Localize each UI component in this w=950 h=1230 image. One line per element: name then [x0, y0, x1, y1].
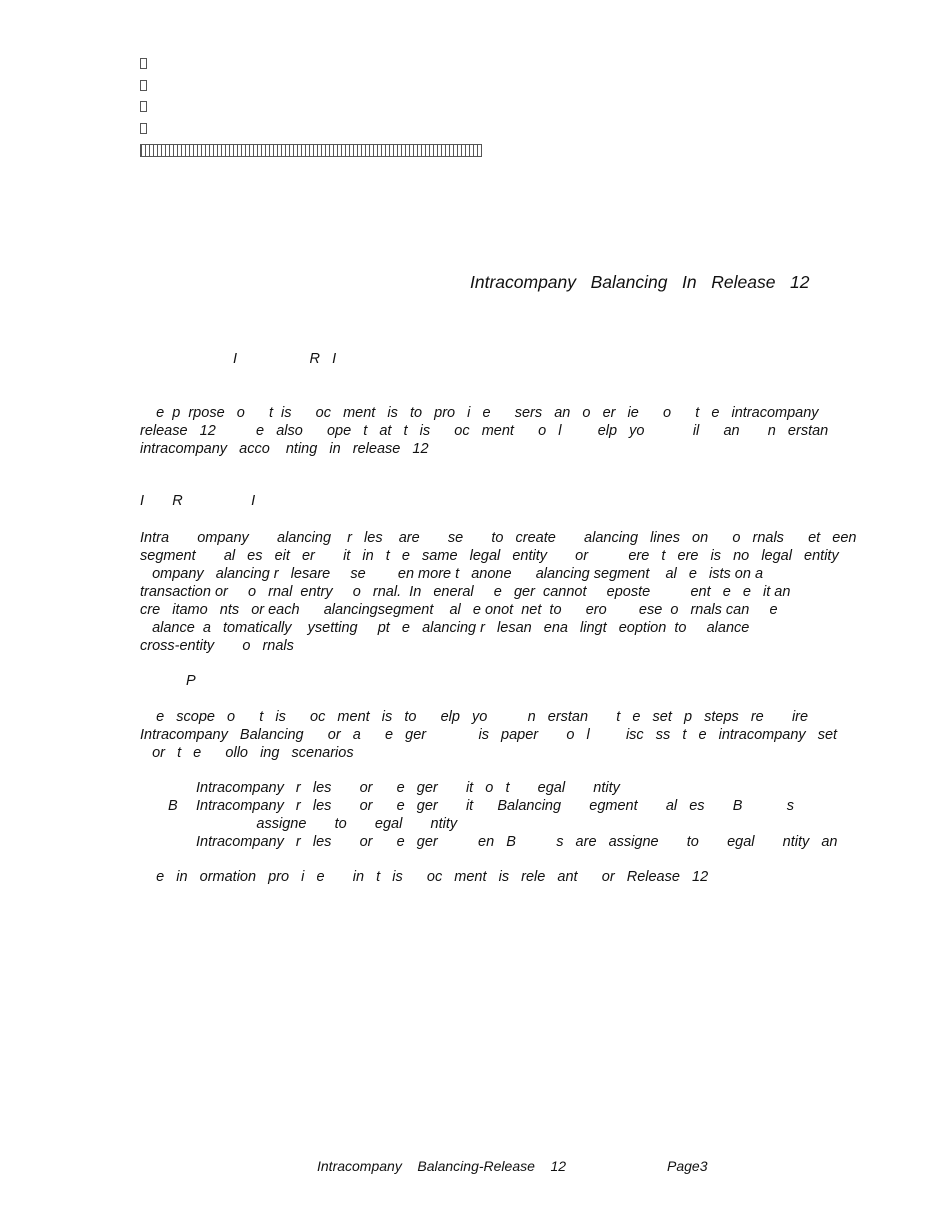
- missing-glyph-row: [140, 144, 482, 157]
- missing-glyph-box-4: [140, 123, 147, 134]
- missing-glyph-box-2: [140, 80, 147, 91]
- paragraph-line: e scope o t is oc ment is to elp yo n erstan t e set p steps re ire: [140, 709, 809, 725]
- paragraph-line: e p rpose o t is oc ment is to pro i e sers an o er ie o t e intracompany: [140, 405, 819, 421]
- paragraph-line: intracompany acco nting in release 12: [140, 441, 429, 457]
- paragraph-line: Intracompany Balancing or a e ger is paper o l isc ss t e intracompany set: [140, 727, 838, 743]
- paragraph-line: segment al es eit er it in t e same legal entity or ere t ere is no legal entity: [140, 548, 839, 564]
- paragraph-line: release 12 e also ope t at t is oc ment o l elp yo il an n erstan: [140, 423, 829, 439]
- paragraph-line: cross-entity o rnals: [140, 638, 294, 654]
- list-item-text: Intracompany r les or e ger it Balancing egment al es B s: [196, 798, 794, 814]
- footer-title: Intracompany Balancing-Release 12: [317, 1158, 567, 1174]
- missing-glyph-box-3: [140, 101, 147, 112]
- document-title: Intracompany Balancing In Release 12: [470, 272, 810, 292]
- missing-glyph-box-1: [140, 58, 147, 69]
- list-item-text: Intracompany r les or e ger it o t egal ntity: [196, 780, 620, 796]
- section-heading-release: I R I: [140, 493, 256, 509]
- paragraph-line: cre itamo nts or each alancingsegment al e onot net to ero ese o rnals can e: [140, 602, 778, 618]
- footer-page-number: Page3: [667, 1158, 708, 1174]
- section-heading-purpose: P: [186, 673, 196, 689]
- paragraph-line: transaction or o rnal entry o rnal. In eneral e ger cannot eposte ent e e it an: [140, 584, 791, 600]
- paragraph-line: alance a tomatically ysetting pt e alancing r lesan ena lingt eoption to alance: [140, 620, 750, 636]
- list-item-text: assigne to egal ntity: [196, 816, 458, 832]
- paragraph-line: Intra ompany alancing r les are se to create alancing lines on o rnals et een: [140, 530, 857, 546]
- paragraph-line: or t e ollo ing scenarios: [140, 745, 354, 761]
- paragraph-information: e in ormation pro i e in t is oc ment is rele ant or Release 12: [140, 869, 709, 885]
- list-item-text: Intracompany r les or e ger en B s are assigne to egal ntity an: [196, 834, 838, 850]
- section-heading-intro: I R I: [233, 351, 337, 367]
- list-marker: B: [168, 798, 178, 814]
- paragraph-line: ompany alancing r lesare se en more t anone alancing segment al e ists on a: [140, 566, 764, 582]
